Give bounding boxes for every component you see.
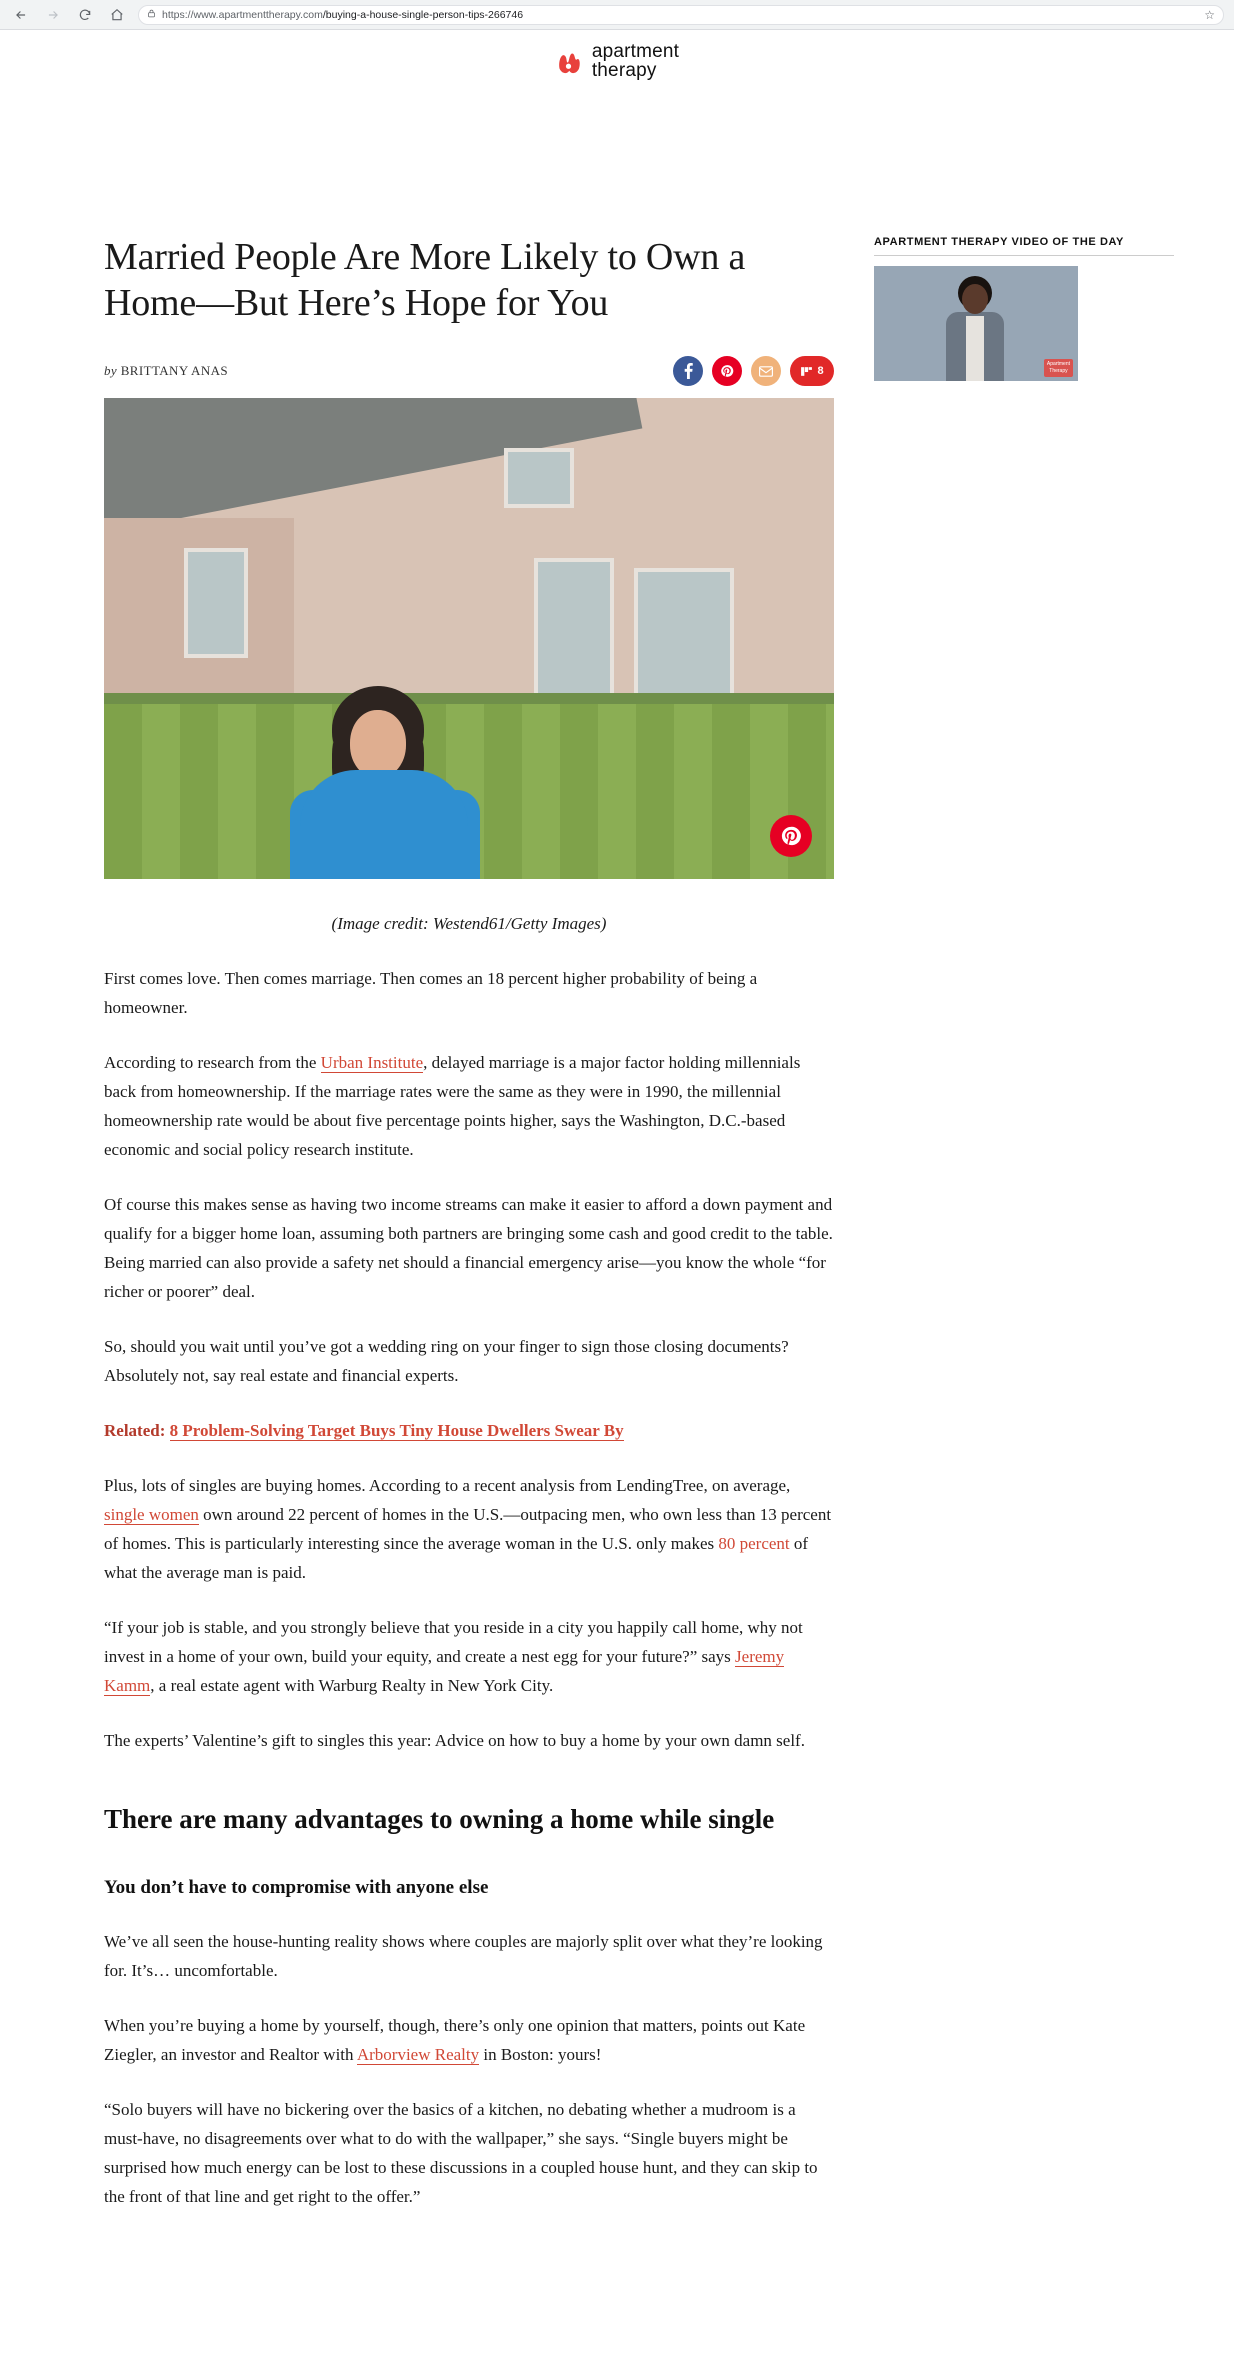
pinterest-icon[interactable] — [712, 356, 742, 386]
paragraph-text: own around 22 percent of homes in the U.S.—outpacing men, who own less than 13 percent of homes. This is particularly interesting since the average woman in the U.S. only makes — [104, 1505, 832, 1553]
browser-toolbar — [0, 0, 1234, 30]
hero-window — [634, 568, 734, 698]
email-icon[interactable] — [751, 356, 781, 386]
article-paragraph — [104, 1471, 834, 1587]
article-paragraph: We’ve all seen the house-hunting reality shows where couples are majorly split over what they’re looking for. It’s… uncomfortable. — [104, 1932, 823, 1980]
reload-icon[interactable] — [74, 4, 96, 26]
flipboard-count: 8 — [817, 365, 824, 377]
paragraph-text: “If your job is stable, and you strongly believe that you reside in a city you happily call home, why not invest in a home of your own, build your equity, and create a nest egg for your future?” says — [104, 1618, 803, 1666]
related-link[interactable]: 8 Problem-Solving Target Buys Tiny House Dwellers Swear By — [169, 1421, 624, 1440]
paragraph-text: When you’re buying a home by yourself, though, there’s only one opinion that matters, points out Kate Ziegler, an investor and Realtor with — [104, 2016, 806, 2064]
link-80-percent[interactable]: 80 percent — [718, 1534, 790, 1553]
site-header — [0, 30, 1234, 86]
paragraph-text: According to research from the — [104, 1053, 321, 1072]
link-arborview-realty[interactable]: Arborview Realty — [356, 2045, 480, 2064]
article-paragraph — [104, 1613, 834, 1700]
address-bar[interactable] — [138, 5, 1224, 25]
hero-house — [104, 398, 834, 728]
logo-line-1: apartment — [591, 41, 680, 62]
site-logo[interactable] — [555, 42, 679, 80]
hero-window — [534, 558, 614, 698]
byline-by-label: by — [104, 363, 118, 378]
home-icon[interactable] — [106, 4, 128, 26]
sidebar-rail — [874, 86, 1174, 2211]
video-subject-shirt — [966, 316, 984, 381]
video-of-the-day-player[interactable] — [874, 266, 1078, 381]
hero-subject-body — [300, 770, 468, 879]
url-domain: https://www.apartmenttherapy.com — [162, 8, 323, 21]
link-urban-institute[interactable]: Urban Institute — [320, 1053, 424, 1072]
paragraph-text: , delayed marriage is a major factor holding millennials back from homeownership. If the marriage rates were the same as they were in 1990, the millennial homeownership rate would be about five percentage points higher, says the Washington, D.C.-based economic and social policy research institute. — [104, 1053, 801, 1159]
paragraph-text: , a real estate agent with Warburg Realty in New York City. — [150, 1676, 554, 1695]
pinterest-save-icon[interactable] — [770, 815, 812, 857]
article-paragraph: Of course this makes sense as having two income streams can make it easier to afford a down payment and qualify for a bigger home loan, assuming both partners are bringing some cash and good credit to the table. Being married can also provide a safety net should a financial emergency arise—you know the whole “for richer or poorer” deal. — [104, 1195, 833, 1301]
subsection-heading: You don’t have to compromise with anyone else — [104, 1877, 489, 1898]
article-paragraph — [104, 2011, 834, 2069]
logo-line-2: therapy — [591, 60, 657, 81]
content-wrapper — [0, 86, 1234, 2211]
address-bar-url — [162, 9, 523, 21]
paragraph-text: Plus, lots of singles are buying homes. According to a recent analysis from LendingTree, on average, — [104, 1476, 791, 1495]
image-caption: (Image credit: Westend61/Getty Images) — [331, 914, 607, 933]
link-jeremy-kamm[interactable]: Jeremy Kamm — [104, 1647, 785, 1695]
link-single-women[interactable]: single women — [104, 1505, 199, 1524]
article-paragraph: So, should you wait until you’ve got a wedding ring on your finger to sign those closing documents? Absolutely not, say real estate and financial experts. — [104, 1337, 789, 1385]
article-paragraph — [104, 1048, 834, 1164]
facebook-icon[interactable] — [673, 356, 703, 386]
section-heading: There are many advantages to owning a home while single — [104, 1804, 775, 1834]
article-column — [104, 86, 834, 2211]
page-title: Married People Are More Likely to Own a Home—But Here’s Hope for You — [104, 236, 746, 324]
apartment-therapy-logo-icon — [555, 46, 585, 76]
hero-window — [184, 548, 248, 658]
video-watermark-line-1: Apartment — [1046, 361, 1070, 367]
url-path: /buying-a-house-single-person-tips-266746 — [322, 8, 524, 21]
video-subject-head — [962, 284, 988, 314]
forward-arrow-icon[interactable] — [42, 4, 64, 26]
byline-row — [104, 352, 834, 390]
hero-image — [104, 398, 834, 879]
page-body — [0, 30, 1234, 2211]
video-watermark-line-2: Therapy — [1049, 368, 1068, 374]
flipboard-icon[interactable] — [790, 356, 834, 386]
article-paragraph: “Solo buyers will have no bickering over the basics of a kitchen, no debating whether a mudroom is a must-have, no disagreements over what to do with the wallpaper,” she says. “Single buyers might be surprised how much energy can be lost to these discussions in a coupled house hunt, and they can skip to the front of that line and get right to the offer.” — [104, 2100, 818, 2206]
hero-subject-face — [350, 710, 406, 778]
byline-author[interactable]: BRITTANY ANAS — [120, 363, 229, 378]
video-watermark — [1044, 359, 1073, 377]
paragraph-text: of what the average man is paid. — [104, 1534, 809, 1582]
article-paragraph: The experts’ Valentine’s gift to singles this year: Advice on how to buy a home by your own damn self. — [104, 1731, 805, 1750]
byline — [104, 363, 228, 379]
lock-icon — [147, 8, 156, 22]
related-label: Related: — [104, 1421, 166, 1440]
back-arrow-icon[interactable] — [10, 4, 32, 26]
star-icon[interactable]: ☆ — [1204, 7, 1215, 22]
site-logo-text — [592, 42, 679, 80]
hero-window — [504, 448, 574, 508]
share-buttons — [673, 356, 834, 386]
video-of-the-day-title: APARTMENT THERAPY VIDEO OF THE DAY — [874, 236, 1174, 256]
related-line — [104, 1416, 834, 1445]
article-paragraph: First comes love. Then comes marriage. Then comes an 18 percent higher probability of being a homeowner. — [104, 969, 758, 1017]
paragraph-text: in Boston: yours! — [479, 2045, 602, 2064]
